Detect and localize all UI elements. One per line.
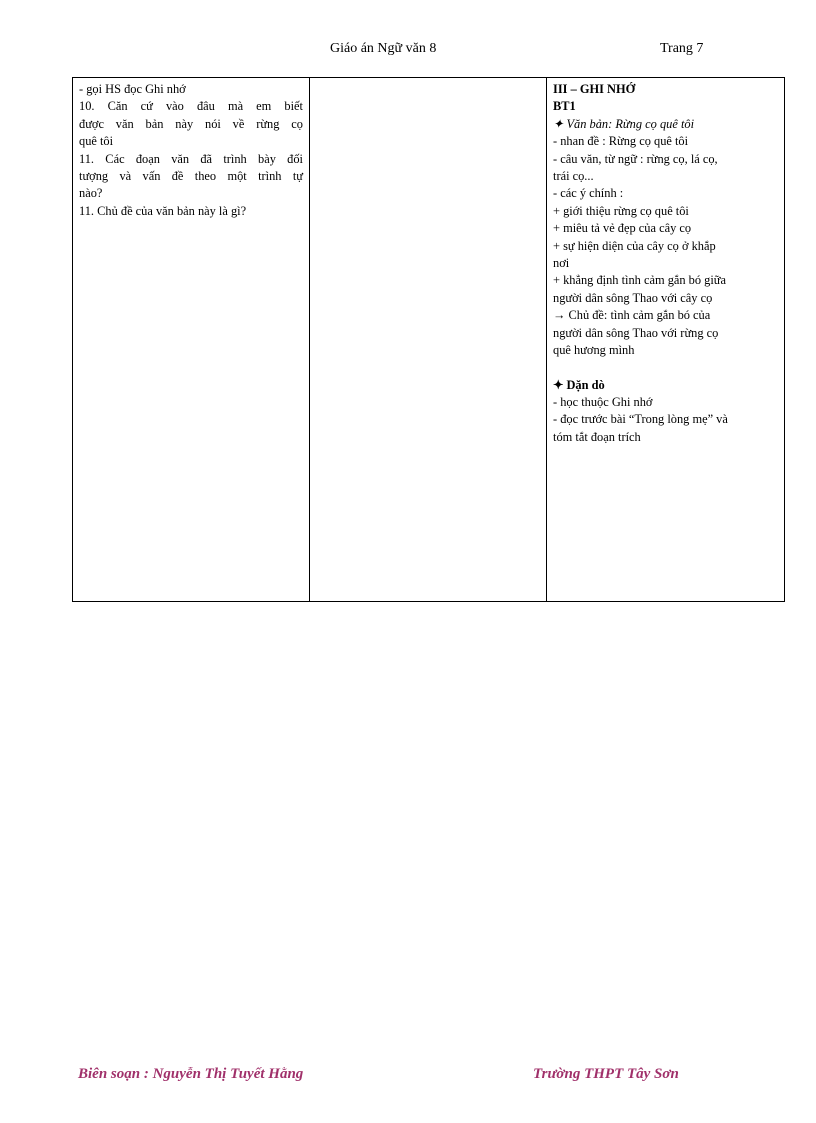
content-line: nơi <box>553 256 570 271</box>
content-line: người dân sông Thao với cây cọ <box>553 290 713 305</box>
content-line: + khẳng định tình cảm gắn bó giữa <box>553 273 727 288</box>
content-line: + giới thiệu rừng cọ quê tôi <box>553 203 689 218</box>
left-line: quê tôi <box>79 134 114 149</box>
content-cell <box>547 78 785 602</box>
student-activity-cell <box>310 78 547 602</box>
content-line: trái cọ... <box>553 169 594 184</box>
content-line: - các ý chính : <box>553 186 624 201</box>
content-line: + sự hiện diện của cây cọ ở khắp <box>553 238 716 253</box>
table-row <box>73 78 785 602</box>
spacer <box>553 360 778 377</box>
left-line: - gọi HS đọc Ghi nhớ <box>79 82 186 96</box>
footer-school: Trường THPT Tây Sơn <box>533 1066 679 1082</box>
homework-line: - đọc trước bài “Trong lòng mẹ” và <box>553 412 728 427</box>
footer-author: Biên soạn : Nguyễn Thị Tuyết Hằng <box>78 1066 304 1082</box>
content-line: quê hương mình <box>553 343 635 358</box>
content-line: - câu văn, từ ngữ : rừng cọ, lá cọ, <box>553 151 718 166</box>
content-line: người dân sông Thao với rừng cọ <box>553 325 719 340</box>
homework-line: tóm tắt đoạn trích <box>553 429 641 444</box>
lesson-table <box>72 77 785 602</box>
left-line: 11. Các đoạn văn đã trình bày đối <box>79 151 303 166</box>
left-line: nào? <box>79 186 103 201</box>
homework-heading: ✦ Dặn dò <box>553 377 605 392</box>
left-line: tượng và vấn đề theo một trình tự <box>79 169 303 184</box>
teacher-activity-cell <box>73 78 310 602</box>
content-line: + miêu tả vẻ đẹp của cây cọ <box>553 221 692 236</box>
exercise-label: BT1 <box>553 99 576 114</box>
text-title: ✦ Văn bản: Rừng cọ quê tôi <box>553 116 695 131</box>
section-heading: III – GHI NHỚ <box>553 82 636 96</box>
homework-line: - học thuộc Ghi nhớ <box>553 394 653 409</box>
left-line: 10. Căn cứ vào đâu mà em biết <box>79 99 303 114</box>
content-line: → Chủ đề: tình cảm gắn bó của <box>553 308 711 323</box>
left-line: 11. Chủ đề của văn bản này là gì? <box>79 203 247 218</box>
page-number: Trang 7 <box>660 41 704 56</box>
left-line: được văn bản này nói về rừng cọ <box>79 116 303 131</box>
content-line: - nhan đề : Rừng cọ quê tôi <box>553 134 689 149</box>
document-title: Giáo án Ngữ văn 8 <box>330 41 437 56</box>
